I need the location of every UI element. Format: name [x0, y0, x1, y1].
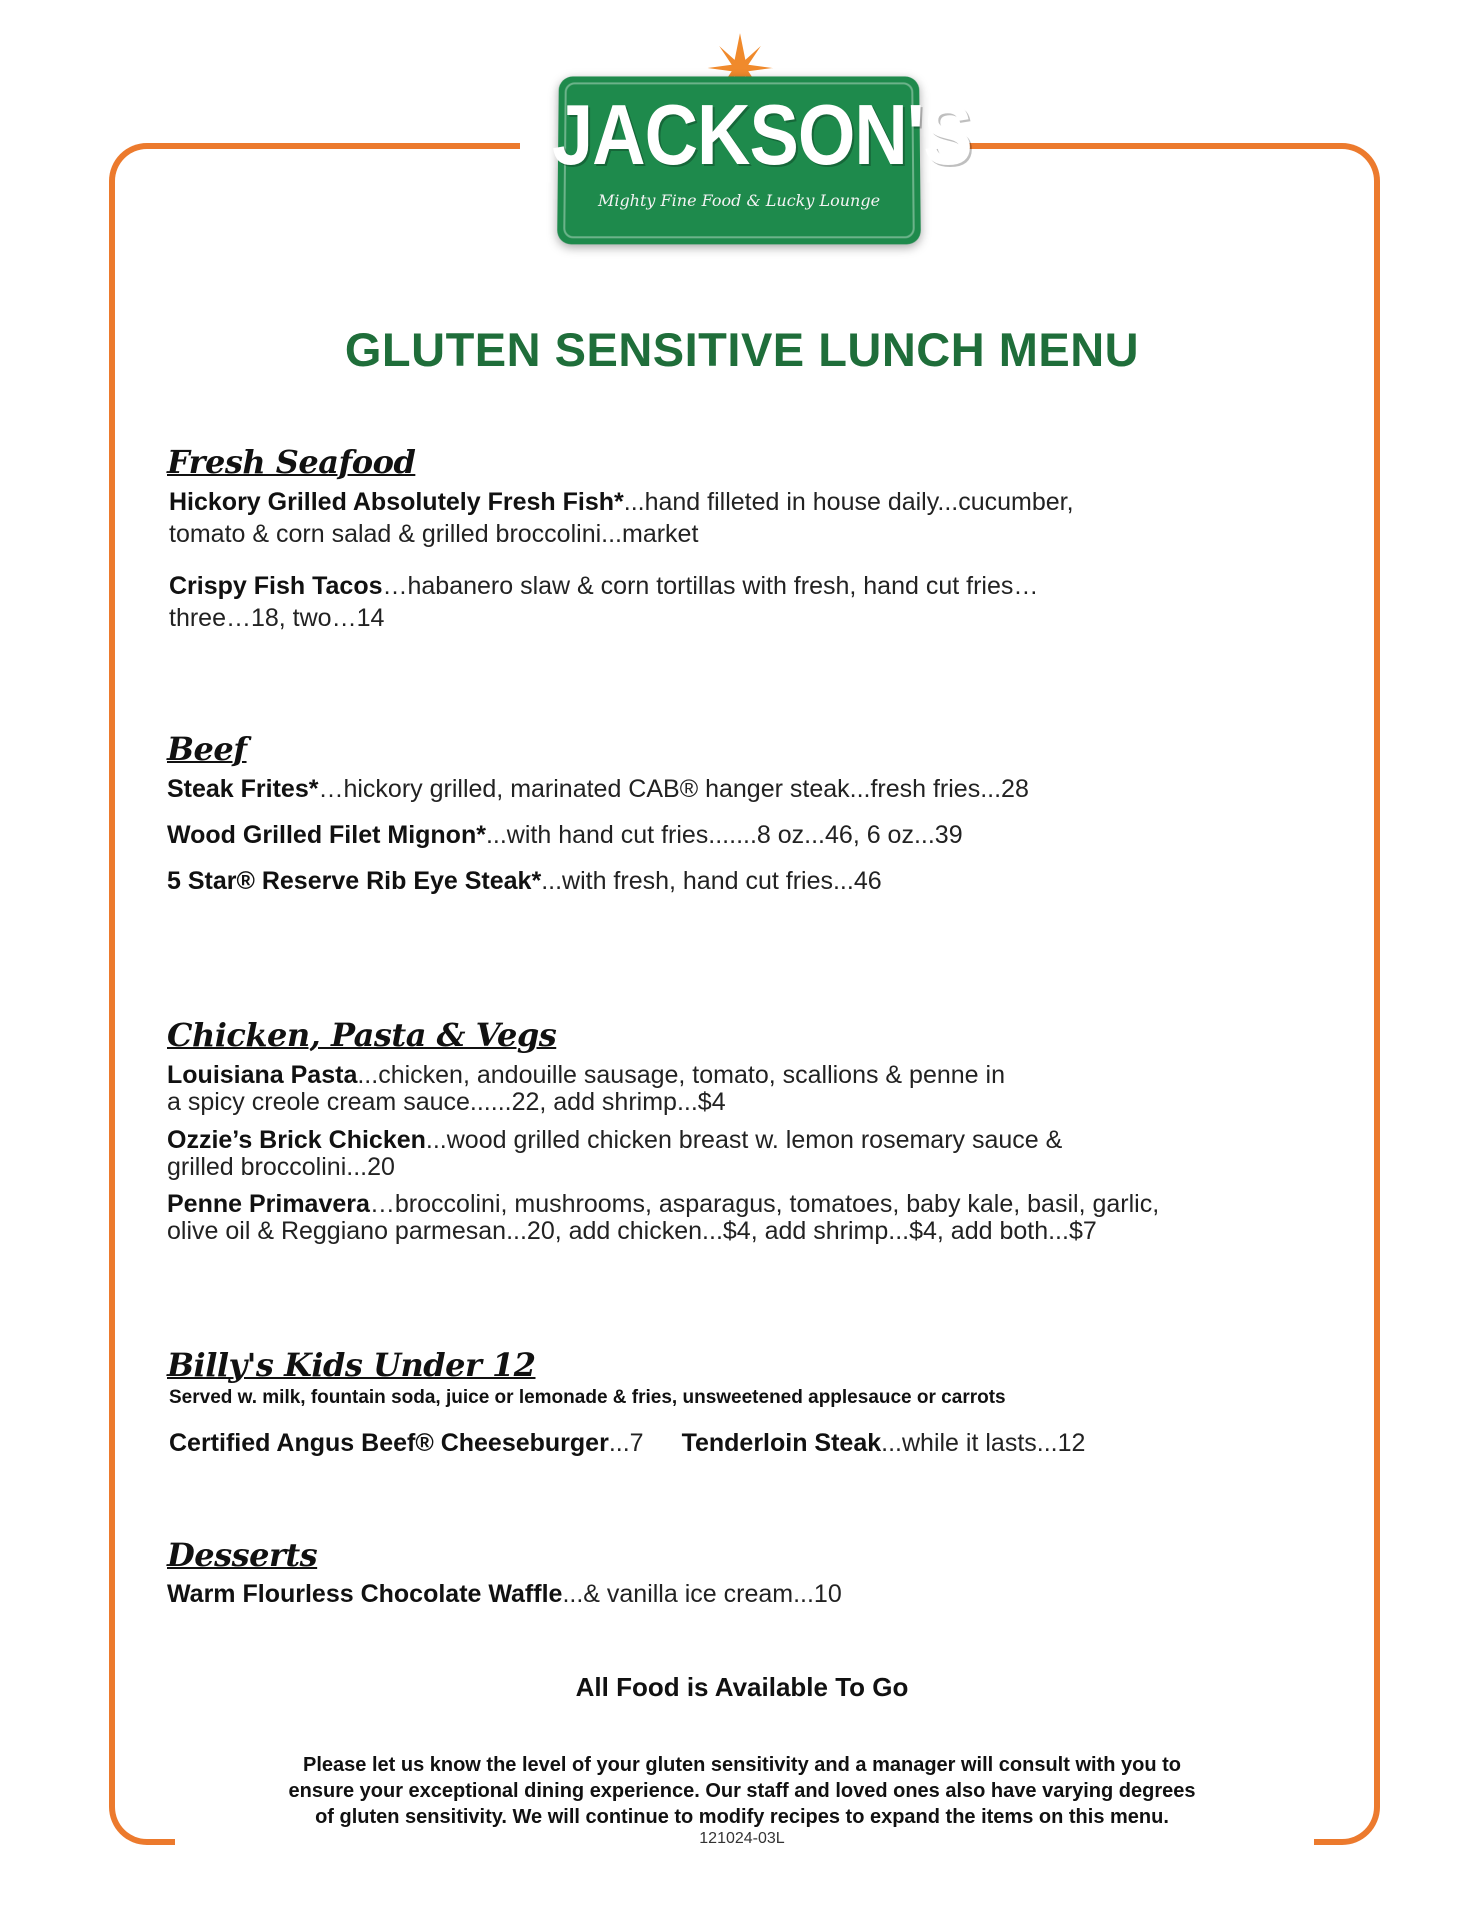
section-heading-beef: Beef [167, 730, 247, 768]
frame-top-right-border [968, 143, 1318, 149]
item-name: 5 Star® Reserve Rib Eye Steak* [167, 867, 542, 895]
section-heading-desserts: Desserts [167, 1536, 318, 1574]
kids-note: Served w. milk, fountain soda, juice or lemonade & fries, unsweetened applesauce or carrots [169, 1387, 1006, 1408]
menu-item [167, 1127, 1247, 1181]
item-name: Ozzie’s Brick Chicken [167, 1126, 426, 1154]
item-desc-cont: a spicy creole cream sauce......22, add shrimp...$4 [167, 1088, 726, 1116]
item-name: Steak Frites* [167, 775, 319, 803]
item-desc-cont: olive oil & Reggiano parmesan...20, add chicken...$4, add shrimp...$4, add both...$7 [167, 1217, 1097, 1245]
item-desc: …habanero slaw & corn tortillas with fresh, hand cut fries… [382, 572, 1039, 600]
menu-item [167, 819, 1247, 851]
menu-item [169, 486, 1249, 550]
frame-top-left-border [165, 143, 520, 149]
item-desc: ...hand filleted in house daily...cucumber, [623, 488, 1074, 516]
gluten-disclaimer [0, 1752, 1484, 1830]
to-go-note: All Food is Available To Go [575, 1672, 909, 1702]
item-name: Tenderloin Steak [681, 1429, 882, 1457]
menu-item [167, 1578, 1247, 1610]
section-heading-chicken-pasta-vegs: Chicken, Pasta & Vegs [167, 1016, 557, 1054]
frame-right-border [1314, 143, 1380, 1845]
section-heading-kids: Billy's Kids Under 12 [167, 1346, 536, 1384]
item-name: Certified Angus Beef® Cheeseburger [169, 1429, 609, 1457]
menu-item [169, 570, 1249, 634]
disclaimer-line: of gluten sensitivity. We will continue to modify recipes to expand the items on this menu. [315, 1806, 1169, 1828]
menu-item [167, 773, 1247, 805]
logo-tagline: Mighty Fine Food & Lucky Lounge [597, 191, 881, 210]
item-desc: …broccolini, mushrooms, asparagus, tomatoes, baby kale, basil, garlic, [369, 1190, 1160, 1218]
item-desc: ...while it lasts...12 [881, 1429, 1086, 1457]
item-name: Crispy Fish Tacos [169, 572, 383, 600]
item-name: Hickory Grilled Absolutely Fresh Fish* [169, 488, 624, 516]
item-desc-cont: grilled broccolini...20 [167, 1153, 395, 1181]
disclaimer-line: Please let us know the level of your gluten sensitivity and a manager will consult with you to [303, 1754, 1181, 1776]
section-heading-seafood: Fresh Seafood [167, 443, 416, 481]
item-desc: ...7 [608, 1429, 644, 1457]
item-desc: ...chicken, andouille sausage, tomato, scallions & penne in [357, 1061, 1005, 1089]
item-desc-cont: tomato & corn salad & grilled broccolini...market [169, 520, 699, 548]
item-desc: …hickory grilled, marinated CAB® hanger steak...fresh fries...28 [318, 775, 1029, 803]
item-desc: ...wood grilled chicken breast w. lemon rosemary sauce & [425, 1126, 1063, 1154]
menu-item-row [169, 1427, 1249, 1459]
item-desc: ...with hand cut fries.......8 oz...46, 6 oz...39 [485, 821, 963, 849]
item-name: Warm Flourless Chocolate Waffle [167, 1580, 563, 1608]
menu-code: 121024-03L [699, 1830, 785, 1847]
frame-left-border [109, 143, 175, 1845]
item-desc: ...with fresh, hand cut fries...46 [541, 867, 882, 895]
logo-name: JACKSON'S [552, 86, 972, 183]
disclaimer-line: ensure your exceptional dining experience. Our staff and loved ones also have varying degrees [288, 1780, 1196, 1802]
item-desc: ...& vanilla ice cream...10 [562, 1580, 842, 1608]
menu-item [167, 1191, 1247, 1245]
item-desc-cont: three…18, two…14 [169, 604, 385, 632]
item-name: Wood Grilled Filet Mignon* [167, 821, 486, 849]
menu-item [167, 865, 1247, 897]
item-name: Louisiana Pasta [167, 1061, 358, 1089]
menu-item [167, 1062, 1247, 1116]
page-title: GLUTEN SENSITIVE LUNCH MENU [344, 323, 1140, 376]
jacksons-logo [552, 28, 972, 258]
item-name: Penne Primavera [167, 1190, 370, 1218]
